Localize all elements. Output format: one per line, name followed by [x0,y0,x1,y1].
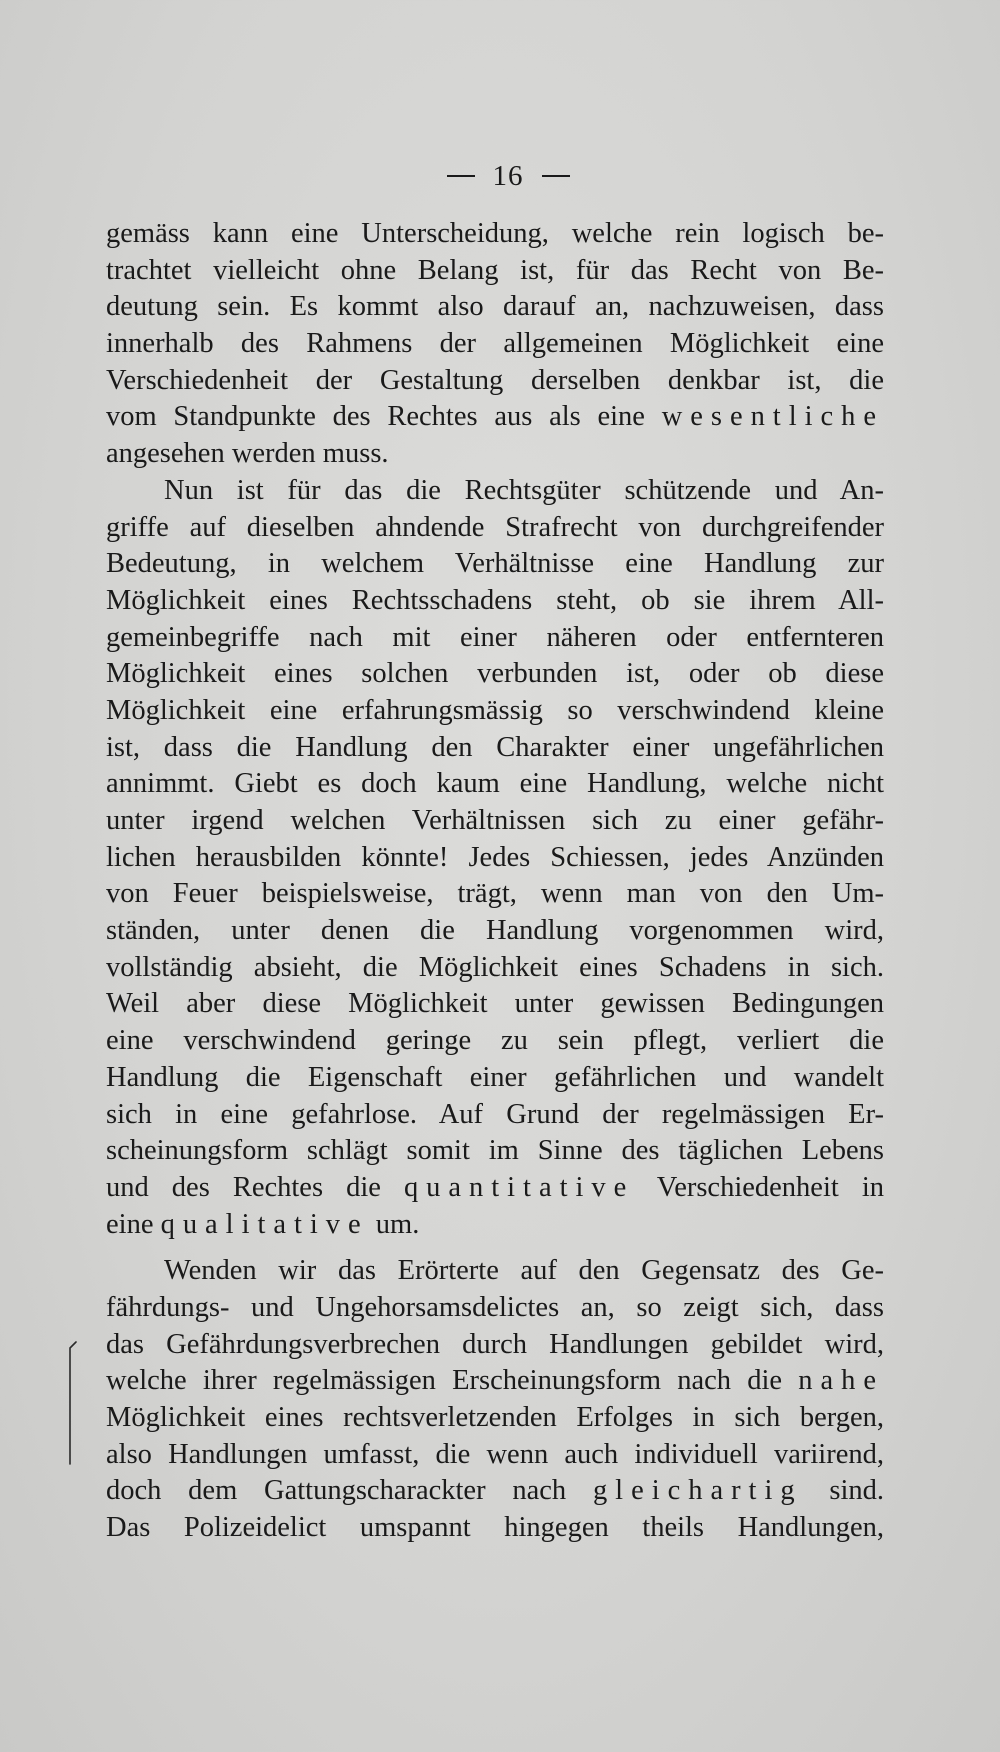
text-line: trachtet vielleicht ohne Belang ist, für das Recht von Be- [106,254,884,286]
text-line: innerhalb des Rahmens der allgemeinen Möglichkeit eine [106,328,884,360]
text-line: fährdungs- und Ungehorsamsdelictes an, so zeigt sich, dass [106,1291,884,1323]
body-text [106,216,884,1547]
text-line: Weil aber diese Möglichkeit unter gewissen Bedingungen [106,988,884,1020]
text-line: welche ihrer regelmässigen Erscheinungsform nach die nahe [106,1365,884,1397]
paragraph-2 [106,473,884,1243]
text-line: das Gefährdungsverbrechen durch Handlungen gebildet wird, [106,1328,884,1360]
text-line: angesehen werden muss. [106,438,389,470]
text-line: von Feuer beispielsweise, trägt, wenn man von den Um- [106,878,884,910]
page-number-dash-left [447,175,475,177]
text-line: eine verschwindend geringe zu sein pflegt, verliert die [106,1025,884,1057]
text-line: vom Standpunkte des Rechtes aus als eine wesentliche [106,401,884,433]
page-number [8,160,1000,193]
spaced-emphasis: gleichartig [592,1475,803,1507]
text-line: Bedeutung, in welchem Verhältnisse eine Handlung zur [106,548,884,580]
text-line: sich in eine gefahrlose. Auf Grund der regelmässigen Er- [106,1098,884,1130]
text-line: also Handlungen umfasst, die wenn auch individuell variirend, [106,1438,884,1470]
text-line: gemäss kann eine Unterscheidung, welche rein logisch be- [106,218,884,249]
margin-pencil-mark [66,1340,80,1466]
text-line: annimmt. Giebt es doch kaum eine Handlung, welche nicht [106,768,884,800]
text-line: und des Rechtes die quantitative Verschiedenheit in [106,1171,884,1203]
spaced-emphasis: quantitative [403,1171,635,1203]
text-line: unter irgend welchen Verhältnissen sich zu einer gefähr- [106,805,884,836]
page-number-dash-right [542,175,570,177]
text-line: Verschiedenheit der Gestaltung derselben denkbar ist, die [106,364,884,396]
text-line: eine qualitative um. [106,1208,420,1240]
text-line: ist, dass die Handlung den Charakter einer ungefährlichen [106,731,884,763]
page-number-text: 16 [492,160,524,192]
text-line: gemeinbegriffe nach mit einer näheren oder entfernteren [106,621,884,653]
text-line: Möglichkeit eines solchen verbunden ist, oder ob diese [106,658,884,690]
text-line: vollständig absieht, die Möglichkeit eines Schadens in sich. [106,951,884,983]
spaced-emphasis: qualitative [160,1208,369,1240]
text-line: doch dem Gattungscharackter nach gleichartig sind. [106,1475,885,1507]
text-line: Möglichkeit eine erfahrungsmässig so verschwindend kleine [106,694,884,726]
text-line: Nun ist für das die Rechtsgüter schützende und An- [164,474,884,506]
paragraph-gap [106,1243,884,1253]
paragraph-3 [106,1253,884,1547]
paragraph-1 [106,216,884,473]
text-line: Handlung die Eigenschaft einer gefährlichen und wandelt [106,1061,884,1093]
text-line: Möglichkeit eines Rechtsschadens steht, ob sie ihrem All- [106,584,884,616]
text-line: Möglichkeit eines rechtsverletzenden Erfolges in sich bergen, [106,1402,884,1433]
text-line: Wenden wir das Erörterte auf den Gegensatz des Ge- [164,1255,884,1287]
text-line: deutung sein. Es kommt also darauf an, nachzuweisen, dass [106,291,884,323]
text-line: Das Polizeidelict umspannt hingegen theils Handlungen, [106,1512,884,1544]
text-line: lichen herausbilden könnte! Jedes Schiessen, jedes Anzünden [106,841,884,873]
spaced-emphasis: nahe [798,1365,884,1397]
spaced-emphasis: wesentliche [661,401,884,433]
text-line: ständen, unter denen die Handlung vorgenommen wird, [106,915,884,947]
text-line: griffe auf dieselben ahndende Strafrecht von durchgreifender [106,511,884,543]
text-line: scheinungsform schlägt somit im Sinne des täglichen Lebens [106,1135,884,1167]
